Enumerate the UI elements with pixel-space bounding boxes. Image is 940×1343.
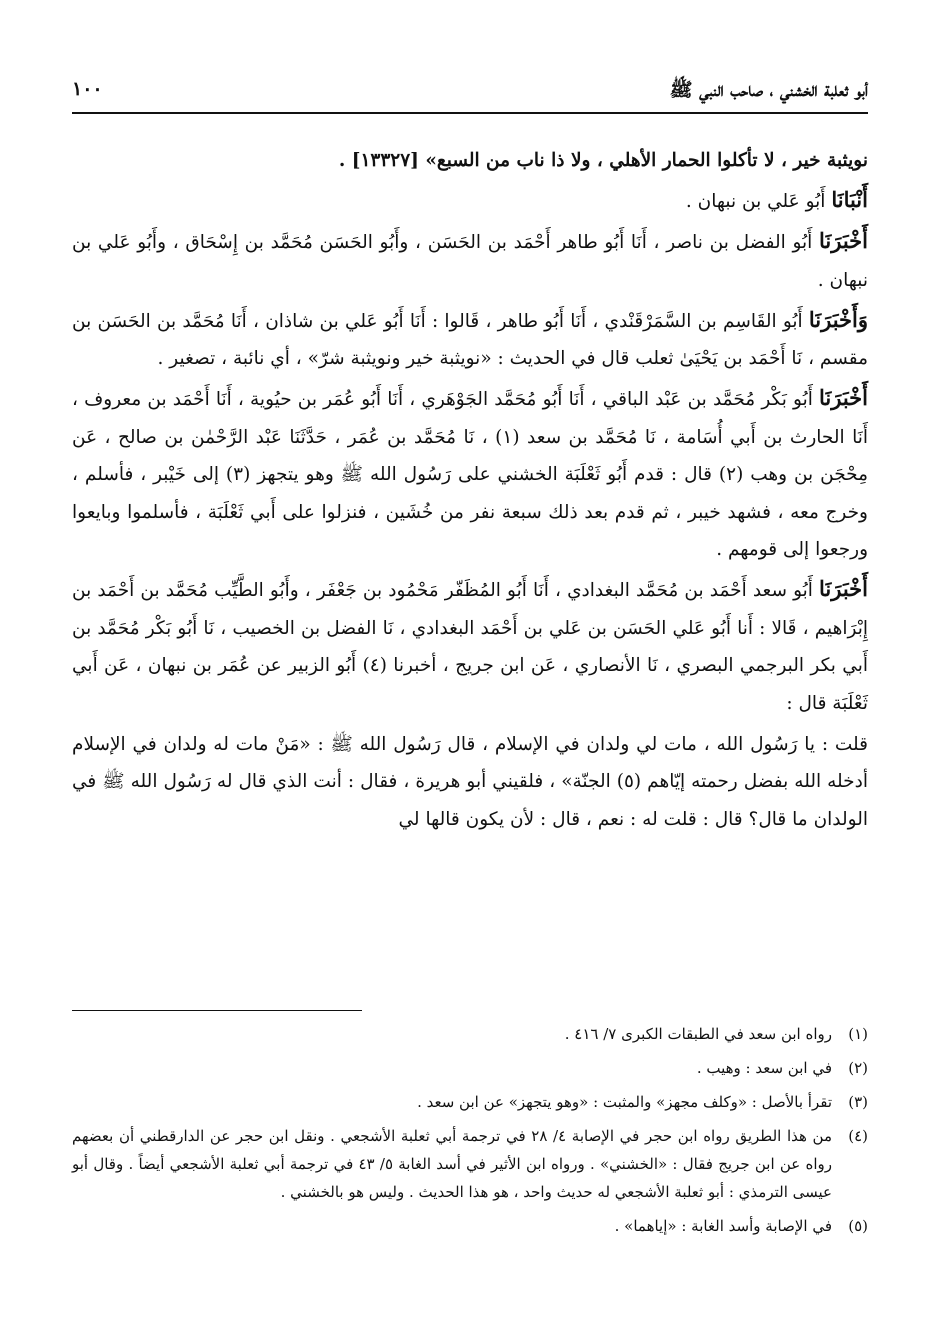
paragraph-lead: وَأَخْبَرَنَا [808, 306, 868, 332]
paragraph-2 [72, 181, 868, 221]
footnote-number: (٤) [848, 1127, 868, 1145]
footnote-4 [72, 1122, 868, 1206]
footnote-number: (١) [848, 1025, 868, 1043]
paragraph-lead: أَخْبَرَنَا [819, 576, 868, 601]
paragraph-text: قلت : يا رَسُول الله ، مات لي ولدان في الإسلام ، قال رَسُول الله ﷺ : «مَنْ مات له ولدان في الإسلام أدخله الله بفضل رحمته إيّاهم (٥) الجنّة» ، فلقيني أبو هريرة ، فقال : أنت الذي قال له رَسُول الله ﷺ في الولدان ما قال؟ قال : قلت له : نعم ، قال : لأن يكون قالها لي [72, 733, 868, 830]
paragraph-text: نويثبة خير ، لا تأكلوا الحمار الأهلي ، ولا ذا ناب من السبع» [١٣٣٢٧] . [338, 150, 868, 171]
paragraph-text: أَبُو الفضل بن ناصر ، أَنَا أَبُو طاهر أَحْمَد بن الحَسَن ، وأَبُو الحَسَن مُحَمَّد بن إِسْحَاق ، وأَبُو عَلي بن نبهان . [72, 232, 868, 291]
footnote-number: (٥) [848, 1217, 868, 1235]
footnote-divider [72, 1010, 362, 1011]
footnote-1 [72, 1020, 868, 1048]
footnotes [72, 1020, 868, 1246]
footnote-text: في الإصابة وأسد الغابة : «إياهما» . [614, 1217, 832, 1235]
paragraph-lead: أَخْبَرَنَا [819, 385, 868, 410]
page-number: ١٠٠ [72, 78, 103, 100]
footnote-text: من هذا الطريق رواه ابن حجر في الإصابة ٤/ ٢٨ في ترجمة أبي ثعلبة الأشجعي . ونقل ابن حجر عن الدارقطني أن بعضهم رواه عن ابن جريج فقال : «الخشني» . ورواه ابن الأثير في أسد الغابة ٥/ ٤٣ في ترجمة أبي ثعلبة الأشجعي أيضاً . وقال أبو عيسى الترمذي : أبو ثعلبة الأشجعي له حديث واحد ، هو هذا الحديث . وليس هو بالخشني . [72, 1127, 832, 1201]
footnote-number: (٣) [848, 1093, 868, 1111]
paragraph-text: أَبُو القَاسِم بن السَّمَرْقَنْدي ، أَنَا أَبُو طاهر ، قَالوا : أَنَا أَبُو عَلي بن شاذان ، أَنَا مُحَمَّد بن الحَسَن بن مقسم ، نَا أَحْمَد بن يَحْيَىٰ ثعلب قال في الحديث : «نويثبة خير ونويثبة شرّ» ، أي نائبة ، تصغير . [72, 310, 868, 369]
paragraph-1 [72, 140, 868, 180]
paragraph-6 [72, 570, 868, 722]
paragraph-4 [72, 301, 868, 378]
paragraph-3 [72, 222, 868, 299]
paragraph-7 [72, 724, 868, 839]
paragraph-lead: أَنْبَانَا [831, 187, 868, 212]
paragraph-lead: أَخْبَرَنَا [819, 228, 868, 253]
main-text [72, 140, 868, 840]
footnote-text: رواه ابن سعد في الطبقات الكبرى ٧/ ٤١٦ . [564, 1025, 832, 1043]
footnote-2 [72, 1054, 868, 1082]
page-header [72, 72, 868, 114]
footnote-5 [72, 1212, 868, 1240]
footnote-3 [72, 1088, 868, 1116]
paragraph-5 [72, 379, 868, 569]
footnote-number: (٢) [848, 1059, 868, 1077]
paragraph-text: أَبُو عَلي بن نبهان . [685, 191, 832, 212]
running-title: أبو ثعلبة الخشني ، صاحب النبي ﷺ [669, 79, 868, 101]
paragraph-text: أَبُو سعد أَحْمَد بن مُحَمَّد البغدادي ، أَنَا أَبُو المُظَفّر مَحْمُود بن جَعْفَر ، وأَبُو الطَّيِّب مُحَمَّد بن أَحْمَد بن إِبْرَاهيم ، قَالا : أَنا أَبُو عَلي الحَسَن بن عَلي بن أَحْمَد البغدادي ، نَا الفضل بن الخصيب ، نَا أَبُو بَكْر مُحَمَّد بن أَبي بكر البرجمي البصري ، نَا الأنصاري ، عَن ابن جريج ، أخبرنا (٤) أَبُو الزبير عن عُمَر بن نبهان ، عَن أَبي ثَعْلَبَة قال : [72, 580, 868, 714]
footnote-text: في ابن سعد : وهيب . [696, 1059, 832, 1077]
footnote-text: تقرأ بالأصل : «وكلف مجهز» والمثبت : «وهو يتجهز» عن ابن سعد . [417, 1093, 832, 1111]
paragraph-text: أَبُو بَكْر مُحَمَّد بن عَبْد الباقي ، أَنَا أَبُو مُحَمَّد الجَوْهَري ، أَنَا أَبُو عُمَر بن حيُوية ، أَنَا أَحْمَد بن معروف ، أَنَا الحارث بن أَبي أُسَامة ، نَا مُحَمَّد بن سعد (١) ، نَا مُحَمَّد بن عُمَر ، حَدَّثَنَا عَبْد الرَّحْمٰن بن صالح ، عَن مِحْجَن بن وهب (٢) قال : قدم أَبُو ثَعْلَبَة الخشني على رَسُول الله ﷺ وهو يتجهز (٣) إلى خَيْبر ، فأسلم ، وخرج معه ، فشهد خيبر ، ثم قدم بعد ذلك سبعة نفر من خُشَين ، فنزلوا على أَبي ثَعْلَبَة ، فأسلموا وبايعوا ورجعوا إلى قومهم . [72, 389, 868, 560]
